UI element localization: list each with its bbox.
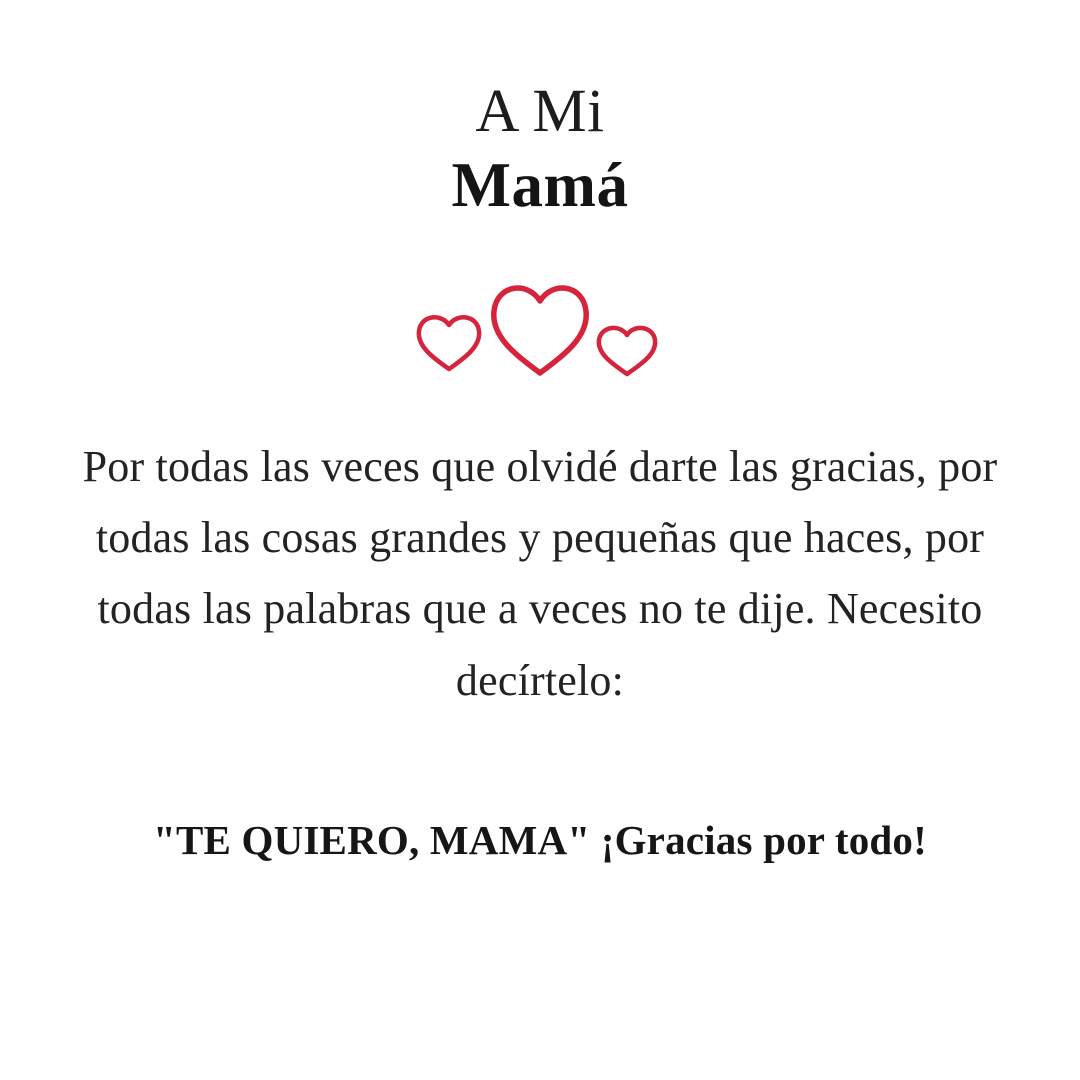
closing-text: "TE QUIERO, MAMA" ¡Gracias por todo! — [153, 816, 927, 863]
title-line-2: Mamá — [451, 150, 629, 221]
page-title — [452, 78, 629, 221]
heart-small-right — [599, 328, 655, 374]
hearts-icon — [405, 273, 675, 383]
message-text: Por todas las veces que olvidé darte las gracias, por todas las cosas grandes y pequeñas que haces, por todas las palabras que a veces no te dije. Necesito decírtelo: — [82, 441, 998, 705]
heart-small-left — [419, 317, 479, 369]
heart-large-center — [494, 288, 586, 373]
title-line-1: A Mi — [475, 78, 605, 145]
hearts-svg — [405, 273, 675, 383]
